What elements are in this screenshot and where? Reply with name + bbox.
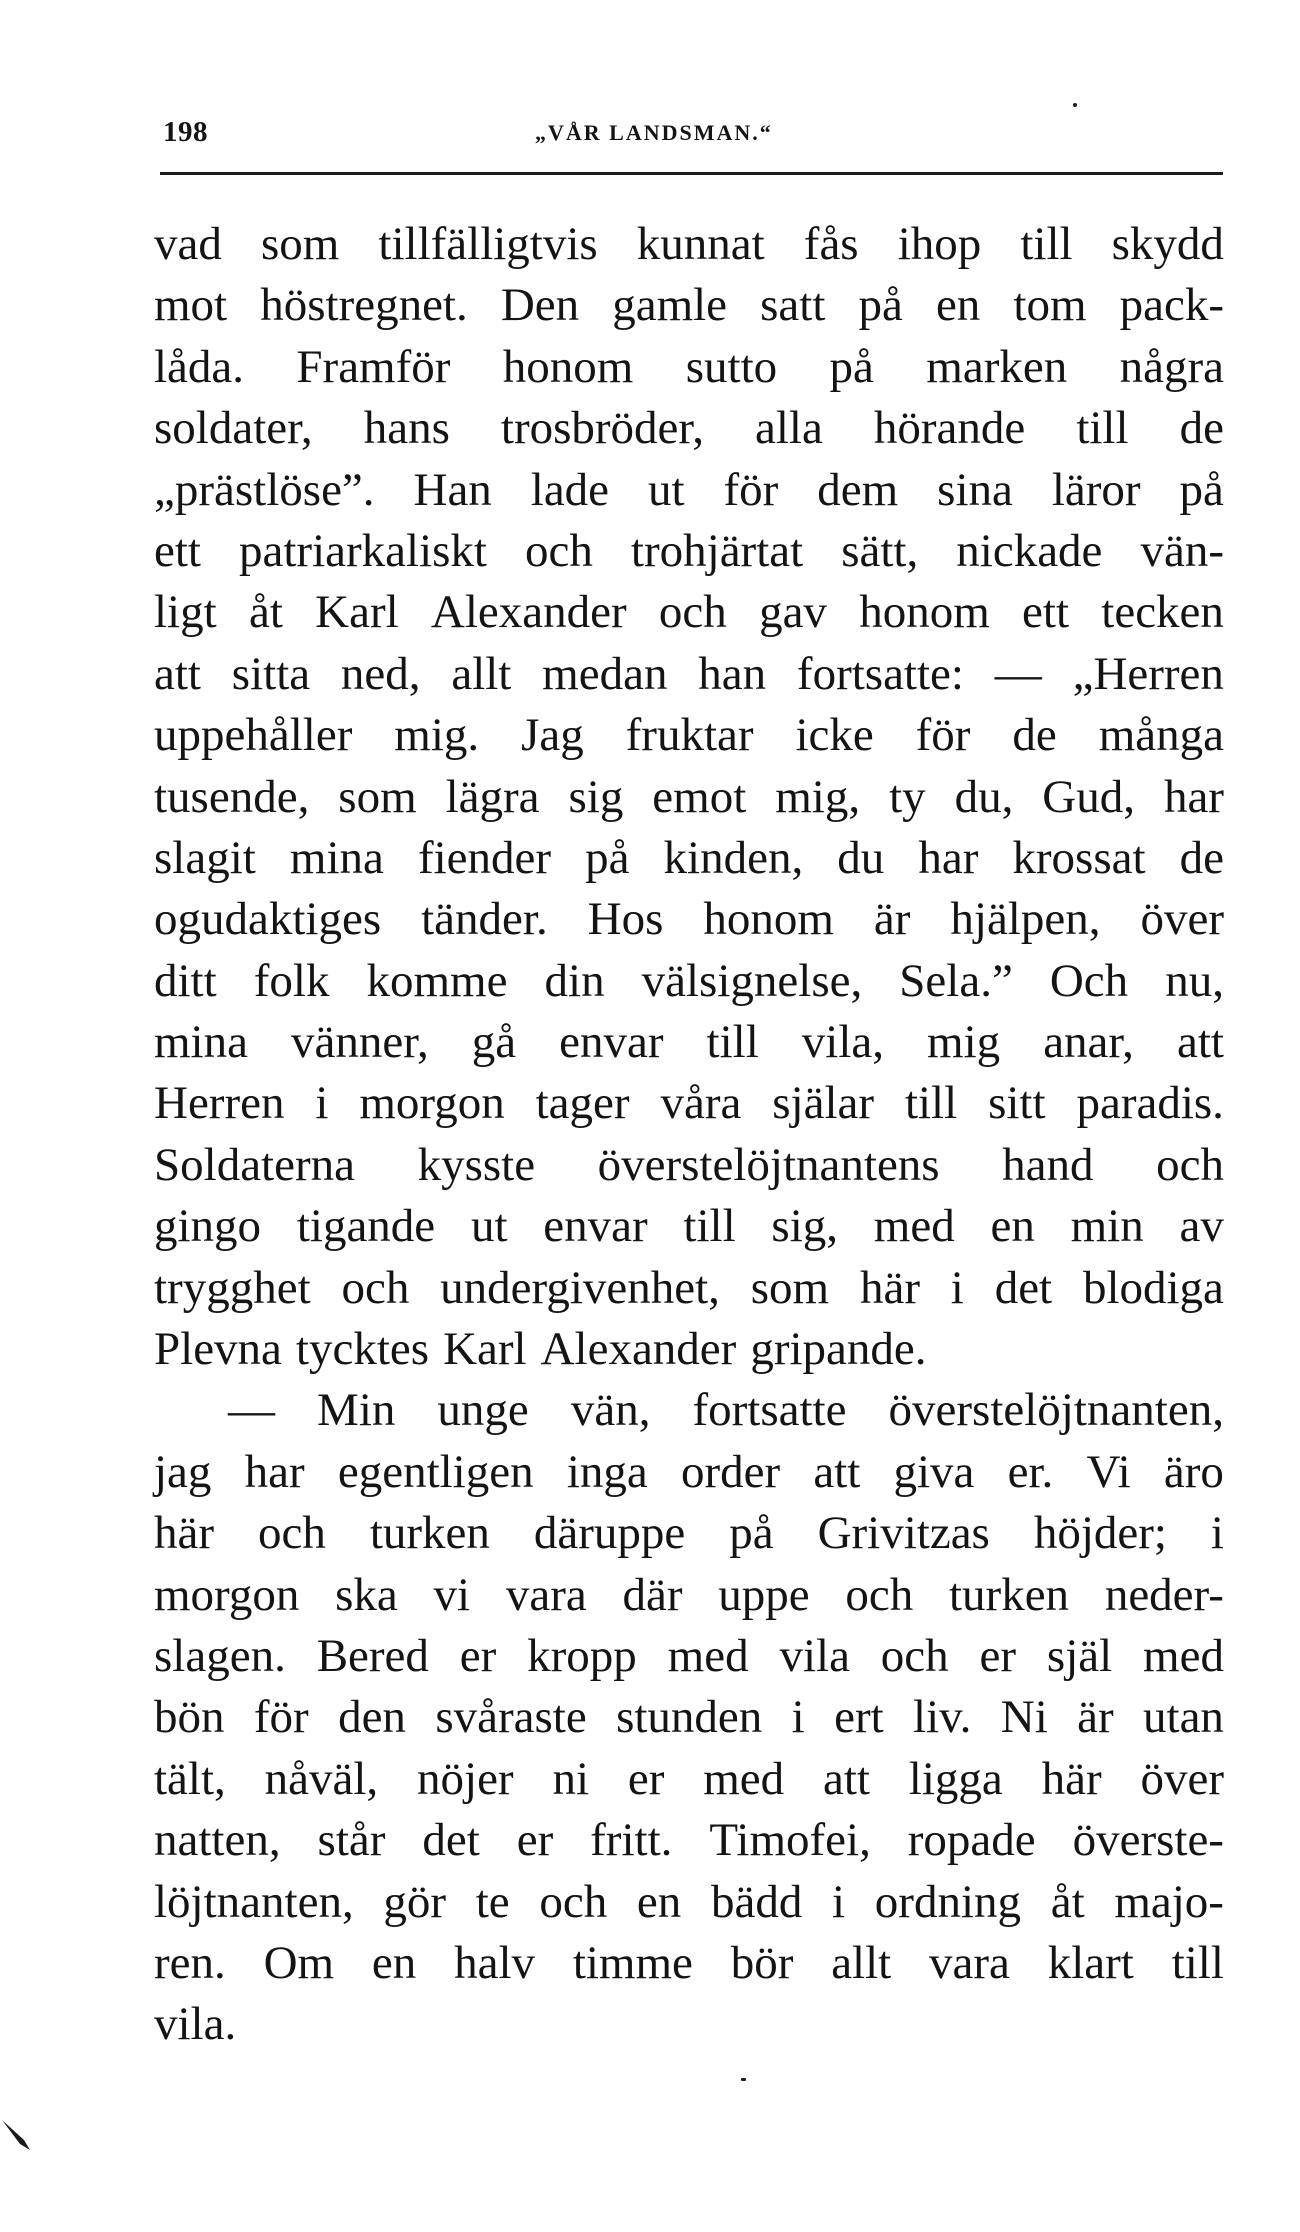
text-line: Soldaterna kysste överstelöjtnantens hand och [154, 1138, 1224, 1191]
header-rule [160, 172, 1223, 175]
text-line: uppehåller mig. Jag fruktar icke för de många [154, 709, 1224, 762]
running-title: „VÅR LANDSMAN.“ [535, 120, 773, 145]
text-line: tusende, som lägra sig emot mig, ty du, Gud, har [154, 770, 1224, 823]
text-line: bön för den svåraste stunden i ert liv. Ni är utan [154, 1691, 1224, 1744]
ink-speck [1073, 103, 1077, 107]
page-number: 198 [163, 116, 208, 148]
text-line: ogudaktiges tänder. Hos honom är hjälpen, över [154, 893, 1224, 946]
text-line: soldater, hans trosbröder, alla hörande till de [154, 402, 1224, 455]
ink-speck [741, 2078, 746, 2081]
text-line: mot höstregnet. Den gamle satt på en tom pack- [154, 279, 1224, 332]
text-line: ditt folk komme din välsignelse, Sela.” Och nu, [154, 954, 1224, 1007]
text-line: ligt åt Karl Alexander och gav honom ett tecken [154, 586, 1224, 639]
text-line: „prästlöse”. Han lade ut för dem sina läror på [154, 463, 1224, 516]
text-line: tält, nåväl, nöjer ni er med att ligga här över [154, 1752, 1224, 1805]
text-line: — Min unge vän, fortsatte överstelöjtnanten, [228, 1384, 1224, 1437]
running-head [163, 116, 1221, 156]
text-line: jag har egentligen inga order att giva er. Vi äro [154, 1445, 1224, 1498]
text-line: mina vänner, gå envar till vila, mig anar, att [154, 1016, 1224, 1069]
body-text [154, 214, 1224, 2056]
text-line: natten, står det er fritt. Timofei, ropade överste- [154, 1814, 1224, 1867]
text-line: vila. [154, 1998, 237, 2051]
text-line: här och turken däruppe på Grivitzas höjder; i [154, 1507, 1224, 1560]
text-line: slagen. Bered er kropp med vila och er själ med [154, 1629, 1224, 1682]
text-line: Plevna tycktes Karl Alexander gripande. [154, 1323, 927, 1376]
text-line: löjtnanten, gör te och en bädd i ordning åt majo- [154, 1875, 1224, 1928]
text-line: vad som tillfälligtvis kunnat fås ihop till skydd [154, 218, 1224, 270]
text-line: ren. Om en halv timme bör allt vara klart till [154, 1936, 1224, 1989]
text-line: gingo tigande ut envar till sig, med en min av [154, 1200, 1224, 1253]
text-line: slagit mina fiender på kinden, du har krossat de [154, 831, 1224, 884]
text-line: trygghet och undergivenhet, som här i det blodiga [154, 1261, 1224, 1314]
text-line: ett patriarkaliskt och trohjärtat sätt, nickade vän- [154, 524, 1224, 577]
scan-mark-icon [0, 2118, 34, 2152]
text-line: låda. Framför honom sutto på marken några [154, 340, 1224, 393]
text-line: morgon ska vi vara där uppe och turken neder- [154, 1568, 1224, 1621]
text-line: att sitta ned, allt medan han fortsatte: — „Herren [154, 647, 1224, 700]
text-line: Herren i morgon tager våra själar till sitt paradis. [154, 1077, 1224, 1130]
